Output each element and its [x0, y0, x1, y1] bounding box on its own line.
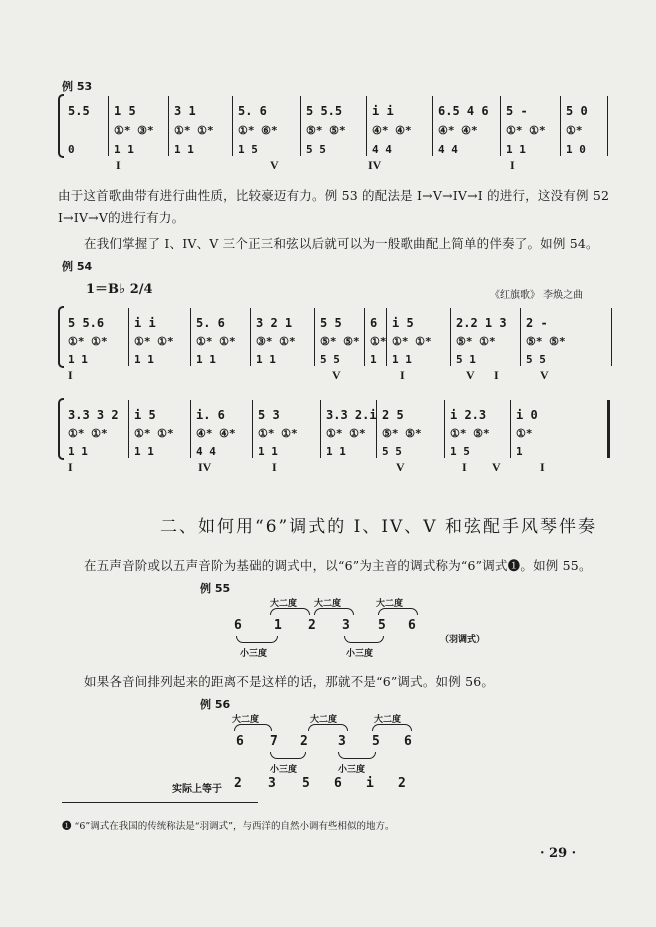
ex53-chord-buttons: ①* ⑥* — [238, 124, 278, 137]
ex53-bass: 1 1 — [114, 143, 134, 156]
ex55-major-second-1: 大二度 — [270, 599, 298, 609]
ex53-measure — [114, 96, 154, 156]
ex54-row1-melody: i i — [134, 316, 156, 330]
ex54-row1-melody: i 5 — [392, 316, 414, 330]
ex56-note-1: 6 — [236, 734, 244, 749]
ex53-barline — [232, 96, 233, 156]
ex53-chord-buttons: ④* ④* — [372, 124, 412, 137]
ex56-note-2: 7 — [270, 734, 278, 749]
ex54-row1-chord-buttons: ①* — [370, 335, 387, 348]
ex53-melody: 5.5 — [68, 104, 90, 118]
ex55-mode-label: （羽调式） — [440, 635, 486, 645]
ex55-scale — [226, 594, 486, 660]
ex54-row1-bass: 5 5 — [526, 353, 546, 366]
ex54-row2-bracket — [58, 398, 64, 460]
ex54-row2-measure — [258, 400, 298, 458]
ex55-label: 例 55 — [200, 582, 231, 595]
ex54-row1-barline — [611, 308, 612, 366]
ex56-major-second-3: 大二度 — [374, 715, 402, 725]
ex54-row1-measure — [134, 308, 174, 366]
ex56-actual-note-5: i — [366, 776, 374, 791]
ex54-row2-melody: 3.3 3 2 — [68, 408, 119, 422]
ex54-row2-melody: i. 6 — [196, 408, 225, 422]
ex54-row2-chord-buttons: ④* ④* — [196, 427, 236, 440]
ex54-row1-bass: 1 1 — [196, 353, 216, 366]
ex55-major-second-2: 大二度 — [314, 599, 342, 609]
ex54-row1-chord-buttons: ③* ①* — [256, 335, 296, 348]
ex53-measure — [306, 96, 346, 156]
ex56-minor-third-1: 小三度 — [270, 765, 298, 775]
ex54-row2-chord-label: I — [540, 460, 545, 474]
ex54-row2-melody: i 0 — [516, 408, 538, 422]
ex53-bass: 0 — [68, 143, 75, 156]
ex54-row2-measure — [134, 400, 174, 458]
ex54-row2-barline — [128, 400, 129, 458]
ex56-major-second-1: 大二度 — [232, 715, 260, 725]
ex53-chord-label: I — [510, 158, 515, 172]
ex53-melody: 5 - — [506, 104, 528, 118]
ex54-row1-measure — [196, 308, 236, 366]
ex54-row2-chord-buttons: ①* ①* — [68, 427, 108, 440]
ex54-staff-row-1 — [64, 308, 612, 366]
ex54-row1-chord-label: I — [68, 368, 73, 382]
ex53-melody: 5. 6 — [238, 104, 267, 118]
ex53-measure — [238, 96, 278, 156]
ex54-row2-barline — [510, 400, 511, 458]
ex56-label: 例 56 — [200, 698, 231, 711]
ex54-row2-bass: 1 5 — [450, 445, 470, 458]
ex56-note-6: 6 — [404, 734, 412, 749]
ex53-bass: 4 4 — [438, 143, 458, 156]
ex55-major-second-3: 大二度 — [376, 599, 404, 609]
ex53-barline — [500, 96, 501, 156]
ex54-row2-measure — [196, 400, 236, 458]
ex54-row1-chord-buttons: ①* ①* — [134, 335, 174, 348]
ex54-row1-bass: 1 1 — [134, 353, 154, 366]
ex54-row-2-chord-labels — [64, 460, 610, 476]
ex54-row2-bass: 1 1 — [258, 445, 278, 458]
ex54-row2-barline — [190, 400, 191, 458]
ex53-bracket — [58, 94, 64, 158]
ex54-source: 《红旗歌》 李焕之曲 — [490, 290, 584, 301]
ex56-actual-note-4: 6 — [334, 776, 342, 791]
ex56-actual-notes — [230, 776, 430, 794]
ex53-measure — [68, 96, 90, 156]
ex54-row1-barline — [128, 308, 129, 366]
footnote-rule — [62, 802, 258, 803]
ex53-bass: 1 0 — [566, 143, 586, 156]
ex54-row1-chord-label: V — [466, 368, 475, 382]
page-number: · 29 · — [540, 846, 577, 861]
ex53-melody: 6.5 4 6 — [438, 104, 489, 118]
ex54-row2-melody: 2 5 — [382, 408, 404, 422]
ex54-row2-melody: 5 3 — [258, 408, 280, 422]
ex54-label: 例 54 — [62, 260, 93, 273]
ex54-row2-chord-label: I — [462, 460, 467, 474]
ex54-row2-bass: 1 1 — [326, 445, 346, 458]
ex54-row1-chord-buttons: ⑤* ①* — [456, 335, 496, 348]
ex53-barline — [607, 96, 608, 156]
ex55-note-6: 6 — [408, 618, 416, 633]
ex53-measure — [438, 96, 489, 156]
ex53-barline — [108, 96, 109, 156]
ex53-measure — [174, 96, 214, 156]
ex54-row-1-chord-labels — [64, 368, 612, 384]
ex53-chord-buttons: ④* ④* — [438, 124, 478, 137]
ex54-row1-barline — [250, 308, 251, 366]
ex53-bass: 1 5 — [238, 143, 258, 156]
ex53-bass: 1 1 — [506, 143, 526, 156]
ex54-staff-row-2 — [64, 400, 610, 458]
ex54-row1-measure — [370, 308, 386, 366]
ex54-row1-chord-label: V — [540, 368, 549, 382]
ex54-row1-bass: 5 5 — [320, 353, 340, 366]
ex54-row2-measure — [68, 400, 119, 458]
ex54-row1-bass: 1 1 — [68, 353, 88, 366]
ex53-barline — [560, 96, 561, 156]
ex54-row1-barline — [190, 308, 191, 366]
ex54-row2-chord-buttons: ①* — [516, 427, 533, 440]
ex53-chord-buttons: ⑤* ⑤* — [306, 124, 346, 137]
ex53-chord-buttons: ①* ③* — [114, 124, 154, 137]
ex54-row1-melody: 5 5.6 — [68, 316, 105, 330]
paragraph-3: 在五声音阶或以五声音阶为基础的调式中，以“6”为主音的调式称为“6”调式❶。如例 55。 — [84, 558, 592, 573]
ex54-row1-barline — [520, 308, 521, 366]
ex54-row1-chord-label: V — [332, 368, 341, 382]
ex54-row1-chord-buttons: ⑤* ⑤* — [320, 335, 360, 348]
ex53-chord-label: V — [270, 158, 279, 172]
ex54-row2-barline — [607, 400, 610, 458]
ex54-row1-measure — [526, 308, 566, 366]
paragraph-1-line-2: I→IV→V的进行有力。 — [58, 210, 185, 225]
ex53-measure — [506, 96, 546, 156]
ex54-row1-melody: 2.2 1 3 — [456, 316, 507, 330]
ex56-note-3: 2 — [300, 734, 308, 749]
ex56-minor-third-2: 小三度 — [338, 765, 366, 775]
ex53-barline — [300, 96, 301, 156]
ex54-row1-barline — [314, 308, 315, 366]
ex54-row2-chord-buttons: ①* ①* — [258, 427, 298, 440]
ex54-row1-measure — [392, 308, 432, 366]
ex54-row1-measure — [320, 308, 360, 366]
ex54-row2-chord-label: I — [272, 460, 277, 474]
ex54-row1-chord-buttons: ①* ①* — [68, 335, 108, 348]
ex53-measure — [372, 96, 412, 156]
ex53-barline — [168, 96, 169, 156]
ex54-row2-measure — [516, 400, 538, 458]
ex54-row1-bass: 1 — [370, 353, 377, 366]
ex56-scale — [226, 710, 446, 776]
ex53-melody: 5 5.5 — [306, 104, 343, 118]
ex54-row2-melody: i 2.3 — [450, 408, 487, 422]
ex54-row1-melody: 6 — [370, 316, 378, 330]
paragraph-4: 如果各音间排列起来的距离不是这样的话，那就不是“6”调式。如例 56。 — [84, 674, 495, 689]
ex54-row1-melody: 3 2 1 — [256, 316, 293, 330]
ex54-row1-chord-buttons: ⑤* ⑤* — [526, 335, 566, 348]
ex56-note-5: 5 — [372, 734, 380, 749]
ex53-bass: 5 5 — [306, 143, 326, 156]
ex56-actual-label: 实际上等于 — [172, 784, 222, 795]
ex54-row2-barline — [320, 400, 321, 458]
ex54-row2-measure — [382, 400, 422, 458]
ex54-row2-chord-buttons: ①* ⑤* — [450, 427, 490, 440]
paragraph-2: 在我们掌握了 I、IV、V 三个正三和弦以后就可以为一般歌曲配上简单的伴奏了。如例 54。 — [84, 236, 599, 251]
paragraph-1-line-1: 由于这首歌曲带有进行曲性质，比较豪迈有力。例 53 的配法是 I→V→IV→I 的进行，这没有例 52 — [58, 188, 610, 203]
ex56-actual-note-2: 3 — [268, 776, 276, 791]
ex53-melody: i i — [372, 104, 394, 118]
ex55-minor-third-1: 小三度 — [240, 649, 268, 659]
ex54-key-signature: 1＝B♭ 2/4 — [86, 282, 153, 297]
ex53-melody: 3 1 — [174, 104, 196, 118]
ex54-row1-chord-buttons: ①* ①* — [392, 335, 432, 348]
ex54-row2-chord-label: V — [492, 460, 501, 474]
ex54-row2-bass: 4 4 — [196, 445, 216, 458]
ex54-row2-barline — [444, 400, 445, 458]
ex53-chord-label: IV — [368, 158, 382, 172]
ex54-row2-melody: 3.3 2.i — [326, 408, 377, 422]
ex53-melody: 1 5 — [114, 104, 136, 118]
ex54-row2-bass: 1 1 — [134, 445, 154, 458]
ex54-row1-measure — [456, 308, 507, 366]
footnote: ❶ “6”调式在我国的传统称法是“羽调式”，与西洋的自然小调有些相似的地方。 — [62, 821, 395, 832]
ex55-note-5: 5 — [378, 618, 386, 633]
ex55-note-4: 3 — [342, 618, 350, 633]
ex54-row1-chord-label: I — [494, 368, 499, 382]
ex53-barline — [432, 96, 433, 156]
ex54-row2-melody: i 5 — [134, 408, 156, 422]
ex54-row2-bass: 1 — [516, 445, 523, 458]
ex55-note-3: 2 — [308, 618, 316, 633]
ex54-row1-bass: 5 1 — [456, 353, 476, 366]
ex53-label: 例 53 — [62, 80, 93, 93]
ex54-row1-melody: 5 5 — [320, 316, 342, 330]
ex54-row1-measure — [68, 308, 108, 366]
ex56-actual-note-1: 2 — [234, 776, 242, 791]
ex56-actual-note-3: 5 — [302, 776, 310, 791]
ex54-row1-bass: 1 1 — [256, 353, 276, 366]
ex53-measure — [566, 96, 588, 156]
ex54-row2-measure — [450, 400, 490, 458]
ex54-row1-melody: 2 - — [526, 316, 548, 330]
ex54-row1-barline — [450, 308, 451, 366]
ex56-major-second-2: 大二度 — [310, 715, 338, 725]
ex54-row2-chord-buttons: ①* ①* — [326, 427, 366, 440]
ex53-chord-buttons: ①* — [566, 124, 583, 137]
ex53-melody: 5 0 — [566, 104, 588, 118]
ex53-barline — [366, 96, 367, 156]
ex54-row1-barline — [364, 308, 365, 366]
ex54-row1-chord-label: I — [400, 368, 405, 382]
ex53-chord-label: I — [116, 158, 121, 172]
ex53-bass: 1 1 — [174, 143, 194, 156]
ex56-actual-note-6: 2 — [398, 776, 406, 791]
ex54-row2-chord-label: V — [396, 460, 405, 474]
ex53-chord-labels — [64, 158, 608, 174]
ex54-row2-barline — [252, 400, 253, 458]
ex55-note-1: 6 — [234, 618, 242, 633]
ex55-minor-third-2: 小三度 — [346, 649, 374, 659]
ex53-bass: 4 4 — [372, 143, 392, 156]
ex54-row2-chord-buttons: ⑤* ⑤* — [382, 427, 422, 440]
ex54-row1-measure — [256, 308, 296, 366]
ex54-row1-melody: 5. 6 — [196, 316, 225, 330]
ex54-row2-measure — [326, 400, 377, 458]
ex53-staff — [64, 96, 608, 156]
ex54-row1-bracket — [58, 306, 64, 368]
ex53-chord-buttons: ①* ①* — [174, 124, 214, 137]
ex54-row2-chord-buttons: ①* ①* — [134, 427, 174, 440]
ex53-chord-buttons: ①* ①* — [506, 124, 546, 137]
ex55-note-2: 1 — [274, 618, 282, 633]
ex54-row2-chord-label: IV — [198, 460, 212, 474]
ex54-row1-chord-buttons: ①* ①* — [196, 335, 236, 348]
ex54-row2-chord-label: I — [68, 460, 73, 474]
ex54-row1-bass: 1 1 — [392, 353, 412, 366]
ex54-row2-bass: 1 1 — [68, 445, 88, 458]
ex54-row2-bass: 5 5 — [382, 445, 402, 458]
section-heading: 二、如何用“6”调式的 I、IV、V 和弦配手风琴伴奏 — [160, 517, 597, 537]
ex56-note-4: 3 — [338, 734, 346, 749]
